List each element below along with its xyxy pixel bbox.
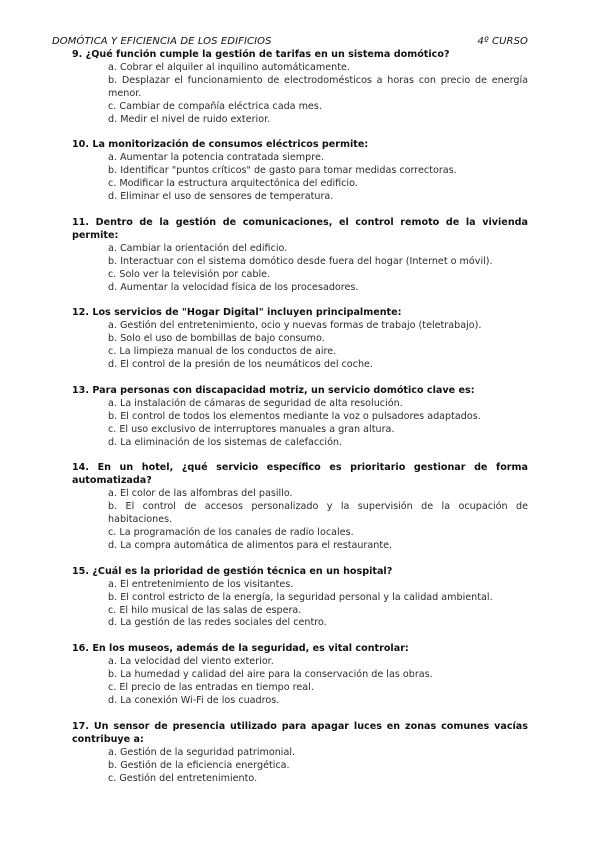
answer-option: a. Cobrar el alquiler al inquilino automáticamente. [108, 61, 350, 73]
answer-option: a. Aumentar la potencia contratada siempre. [108, 152, 324, 164]
answer-option: b. El control de todos los elementos mediante la voz o pulsadores adaptados. [108, 410, 481, 422]
answer-options [72, 152, 528, 204]
answer-option: c. La limpieza manual de los conductos de aire. [108, 346, 337, 358]
answer-option: b. La humedad y calidad del aire para la conservación de las obras. [108, 669, 433, 681]
answer-option: b. Interactuar con el sistema domótico desde fuera del hogar (Internet o móvil). [108, 255, 493, 267]
answer-option: c. El uso exclusivo de interruptores manuales a gran altura. [108, 423, 395, 435]
answer-option: b. Gestión de la eficiencia energética. [108, 759, 290, 771]
question-title: 15. ¿Cuál es la prioridad de gestión técnica en un hospital? [72, 565, 393, 577]
answer-options [72, 243, 528, 295]
answer-option: c. Solo ver la televisión por cable. [108, 268, 271, 280]
answer-option: b. Desplazar el funcionamiento de electrodomésticos a horas con precio de energía menor. [108, 74, 528, 99]
answer-option: b. El control estricto de la energía, la seguridad personal y la calidad ambiental. [108, 591, 493, 603]
question-title: 9. ¿Qué función cumple la gestión de tarifas en un sistema domótico? [72, 49, 450, 60]
question-block [72, 721, 528, 786]
answer-option: d. La conexión Wi-Fi de los cuadros. [108, 694, 280, 706]
answer-option: a. Cambiar la orientación del edificio. [108, 242, 288, 254]
answer-option: b. Identificar "puntos críticos" de gasto para tomar medidas correctoras. [108, 165, 457, 177]
question-title: 11. Dentro de la gestión de comunicaciones, el control remoto de la vivienda permite: [72, 216, 528, 241]
answer-option: c. Modificar la estructura arquitectónica del edificio. [108, 178, 358, 190]
answer-option: a. La velocidad del viento exterior. [108, 656, 274, 668]
answer-options [72, 579, 528, 631]
question-title: 12. Los servicios de "Hogar Digital" incluyen principalmente: [72, 307, 402, 319]
header-course: 4º CURSO [477, 36, 528, 47]
question-block [72, 566, 528, 631]
question-title: 16. En los museos, además de la seguridad, es vital controlar: [72, 643, 409, 655]
question-title: 13. Para personas con discapacidad motriz, un servicio domótico clave es: [72, 384, 475, 396]
answer-option: b. El control de accesos personalizado y la supervisión de la ocupación de habitaciones. [108, 501, 528, 526]
answer-option: d. Aumentar la velocidad física de los procesadores. [108, 281, 359, 293]
answer-option: b. Solo el uso de bombillas de bajo consumo. [108, 333, 325, 345]
answer-options [72, 747, 528, 786]
answer-option: c. El hilo musical de las salas de espera. [108, 604, 302, 616]
answer-options [72, 398, 528, 450]
answer-option: c. El precio de las entradas en tiempo real. [108, 682, 314, 694]
answer-options [72, 62, 528, 127]
answer-option: d. La gestión de las redes sociales del centro. [108, 617, 327, 629]
question-list [72, 49, 528, 798]
question-block [72, 49, 528, 126]
answer-option: c. Cambiar de compañía eléctrica cada mes. [108, 100, 322, 112]
question-block [72, 217, 528, 294]
question-block [72, 139, 528, 204]
question-block [72, 385, 528, 450]
answer-option: c. La programación de los canales de radio locales. [108, 527, 354, 538]
answer-option: a. Gestión de la seguridad patrimonial. [108, 746, 296, 758]
page-header [52, 36, 528, 50]
answer-options [72, 320, 528, 372]
answer-options [72, 656, 528, 708]
question-title: 10. La monitorización de consumos eléctricos permite: [72, 139, 369, 151]
answer-option: d. El control de la presión de los neumáticos del coche. [108, 359, 373, 371]
question-block [72, 307, 528, 372]
answer-option: a. El color de las alfombras del pasillo. [108, 488, 293, 500]
answer-option: a. La instalación de cámaras de seguridad de alta resolución. [108, 397, 403, 409]
question-block [72, 462, 528, 552]
answer-option: d. Medir el nivel de ruido exterior. [108, 113, 271, 125]
answer-option: d. La compra automática de alimentos para el restaurante. [108, 539, 393, 551]
answer-option: a. El entretenimiento de los visitantes. [108, 578, 294, 590]
answer-options [72, 488, 528, 553]
answer-option: a. Gestión del entretenimiento, ocio y nuevas formas de trabajo (teletrabajo). [108, 320, 482, 332]
header-title: DOMÓTICA Y EFICIENCIA DE LOS EDIFICIOS [52, 36, 272, 47]
answer-option: c. Gestión del entretenimiento. [108, 772, 258, 784]
question-title: 17. Un sensor de presencia utilizado para apagar luces en zonas comunes vacías contribuye a: [72, 720, 528, 745]
question-title: 14. En un hotel, ¿qué servicio específico es prioritario gestionar de forma automatizada? [72, 462, 528, 487]
question-block [72, 643, 528, 708]
answer-option: d. Eliminar el uso de sensores de temperatura. [108, 191, 334, 203]
answer-option: d. La eliminación de los sistemas de calefacción. [108, 436, 343, 448]
